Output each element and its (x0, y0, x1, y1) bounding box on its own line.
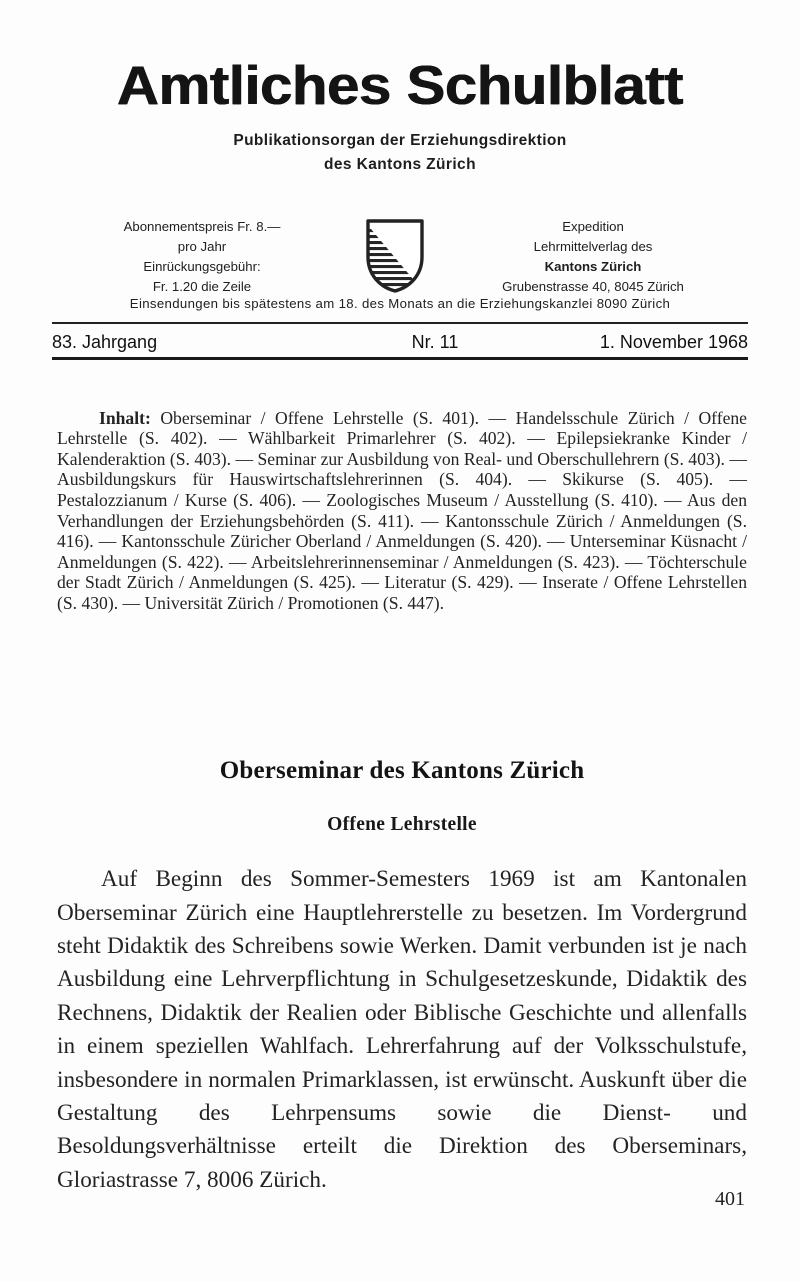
issue-rule-bottom (52, 357, 748, 360)
subscription-period: pro Jahr (177, 239, 227, 255)
publication-title: Amtliches Schulblatt (116, 54, 684, 116)
insertion-fee-value: Fr. 1.20 die Zeile (152, 279, 252, 295)
article-title: Oberseminar des Kantons Zürich (219, 756, 585, 784)
publisher-canton: Kantons Zürich (544, 259, 642, 275)
masthead-info-row (52, 215, 748, 297)
article-body: Auf Beginn des Sommer-Semesters 1969 ist am Kantonalen Oberseminar Zürich eine Hauptlehrerstelle zu besetzen. Im Vordergrund steht Didaktik des Schreibens sowie Werken. Damit verbunden ist je nach Ausbildung eine Lehrverpflichtung in Schulgesetzeskunde, Didaktik des Rechnens, Didaktik der Realien oder Biblische Geschichte und allenfalls in einem speziellen Wahlfach. Lehrerfahrung auf der Volksschulstufe, insbesondere in normalen Primarklassen, ist erwünscht. Auskunft über die Gestaltung des Lehrpensums sowie die Dienst- und Besoldungsverhältnisse erteilt die Direktion des Oberseminars, Gloriastrasse 7, 8006 Zürich. (57, 866, 747, 1193)
table-of-contents (57, 408, 747, 614)
expedition-label: Expedition (562, 219, 624, 234)
expedition-info (438, 215, 748, 297)
issue-number: Nr. 11 (411, 331, 459, 352)
masthead (52, 54, 748, 177)
issue-date: 1. November 1968 (599, 331, 748, 352)
toc-entries: Oberseminar / Offene Lehrstelle (S. 401). — Handelsschule Zürich / Offene Lehrstelle (S. 402). — Wählbarkeit Primarlehrer (S. 402). — Epilepsiekranke Kinder / Kalenderaktion (S. 403). — Seminar zur Ausbildung von Real- und Oberschullehrern (S. 403). — Ausbildungskurs für Hauswirtschaftslehrerinnen (S. 404). — Skikurse (S. 405). — Pestalozzianum / Kurse (S. 406). — Zoologisches Museum / Ausstellung (S. 410). — Aus den Verhandlungen der Erziehungsbehörden (S. 411). — Kantonsschule Zürich / Anmeldungen (S. 416). — Kantonsschule Züricher Oberland / Anmeldungen (S. 420). — Unterseminar Küsnacht / Anmeldungen (S. 422). — Arbeitslehrerinnenseminar / Anmeldungen (S. 423). — Töchterschule der Stadt Zürich / Anmeldungen (S. 425). — Literatur (S. 429). — Inserate / Offene Lehrstellen (S. 430). — Universität Zürich / Promotionen (S. 447). (57, 407, 747, 613)
zurich-coat-of-arms-icon (364, 217, 426, 295)
insertion-fee-label: Einrückungsgebühr: (143, 259, 261, 275)
issue-rule-top (52, 322, 748, 324)
subtitle-line-1: Publikationsorgan der Erziehungsdirektion (233, 132, 567, 149)
publisher-address: Grubenstrasse 40, 8045 Zürich (502, 279, 684, 295)
submission-notice: Einsendungen bis spätestens am 18. des Monats an die Erziehungskanzlei 8090 Zürich (129, 296, 671, 311)
emblem-container (360, 215, 430, 295)
subtitle-line-2: des Kantons Zürich (324, 156, 476, 174)
publisher-name: Lehrmittelverlag des (533, 239, 653, 255)
subscription-price: Abonnementspreis Fr. 8.— (123, 219, 281, 234)
page-number: 401 (715, 1188, 745, 1210)
toc-label: Inhalt: (99, 407, 151, 428)
publication-subtitle (52, 129, 748, 177)
subscription-info (52, 215, 352, 297)
article-subtitle: Offene Lehrstelle (327, 814, 477, 836)
issue-volume: 83. Jahrgang (52, 331, 158, 352)
issue-bar (52, 328, 748, 356)
